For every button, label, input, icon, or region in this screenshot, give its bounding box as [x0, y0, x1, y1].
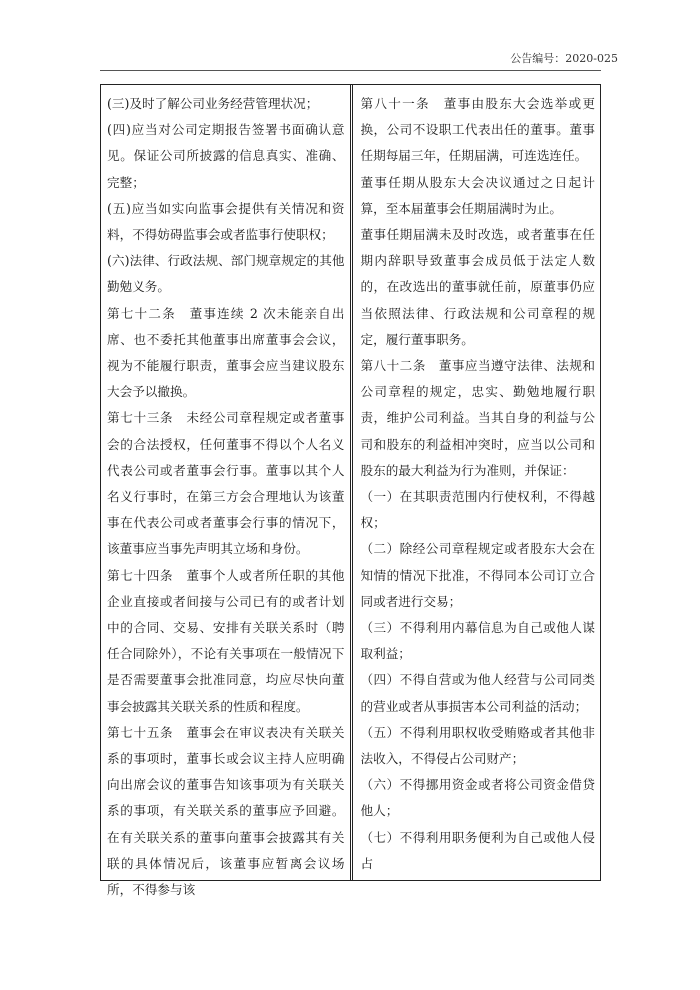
right-paragraph: 第八十二条 董事应当遵守法律、法规和公司章程的规定，忠实、勤勉地履行职责，维护公司利益。当其自身的利益与公司和股东的利益相冲突时，应当以公司和股东的最大利益为行为准则，并保证： [360, 358, 595, 478]
right-paragraph: （七）不得利用职务便利为自己或他人侵占 [360, 829, 595, 871]
left-paragraph: (五)应当如实向监事会提供有关情况和资料，不得妨碍监事会或者监事行使职权； [107, 200, 345, 243]
left-paragraph: 第七十五条 董事会在审议表决有关联关系的事项时，董事长或会议主持人应明确向出席会议的董事告知该事项为有关联关系的事项，有关联关系的董事应予回避。在有关联关系的董事向董事会披露其有关联的具体情况后，该董事应暂离会议场所，不得参与该 [107, 724, 345, 898]
right-paragraph: （六）不得挪用资金或者将公司资金借贷他人； [360, 777, 595, 819]
notice-number: 公告编号：2020-025 [510, 52, 618, 65]
left-paragraph: 第七十四条 董事个人或者所任职的其他企业直接或者间接与公司已有的或者计划中的合同、交易、安排有关联关系时（聘任合同除外），不论有关事项在一般情况下是否需要董事会批准同意，均应尽快向董事会披露其关联关系的性质和程度。 [107, 567, 345, 714]
right-paragraph: （四）不得自营或为他人经营与公司同类的营业或者从事损害本公司利益的活动； [360, 672, 595, 714]
comparison-table [100, 84, 601, 898]
left-paragraph: 第七十二条 董事连续 2 次未能亲自出席、也不委托其他董事出席董事会会议，视为不能履行职责，董事会应当建议股东大会予以撤换。 [107, 305, 345, 400]
right-paragraph: （一）在其职责范围内行使权利，不得越权； [360, 489, 595, 531]
right-paragraph: （二）除经公司章程规定或者股东大会在知情的情况下批准，不得同本公司订立合同或者进行交易； [360, 541, 595, 609]
right-paragraph: 第八十一条 董事由股东大会选举或更换，公司不设职工代表出任的董事。董事任期每届三年，任期届满，可连选连任。 [360, 96, 595, 164]
right-column [352, 85, 601, 880]
right-paragraph: （五）不得利用职权收受贿赂或者其他非法收入，不得侵占公司财产； [360, 724, 595, 767]
left-paragraph: (三)及时了解公司业务经营管理状况； [107, 96, 319, 111]
left-paragraph: (六)法律、行政法规、部门规章规定的其他勤勉义务。 [107, 253, 345, 295]
left-column [101, 85, 351, 898]
header-divider [100, 70, 601, 71]
left-paragraph: (四)应当对公司定期报告签署书面确认意见。保证公司所披露的信息真实、准确、完整； [107, 122, 345, 190]
right-paragraph: 董事任期从股东大会决议通过之日起计算，至本届董事会任期届满时为止。 [360, 174, 595, 216]
right-paragraph: 董事任期届满未及时改选，或者董事在任期内辞职导致董事会成员低于法定人数的，在改选出的董事就任前，原董事仍应当依照法律、行政法规和公司章程的规定，履行董事职务。 [360, 227, 595, 347]
right-paragraph: （三）不得利用内幕信息为自己或他人谋取利益； [360, 620, 595, 662]
left-paragraph: 第七十三条 未经公司章程规定或者董事会的合法授权，任何董事不得以个人名义代表公司或者董事会行事。董事以其个人名义行事时，在第三方会合理地认为该董事在代表公司或者董事会行事的情况下，该董事应当事先声明其立场和身份。 [107, 410, 345, 557]
